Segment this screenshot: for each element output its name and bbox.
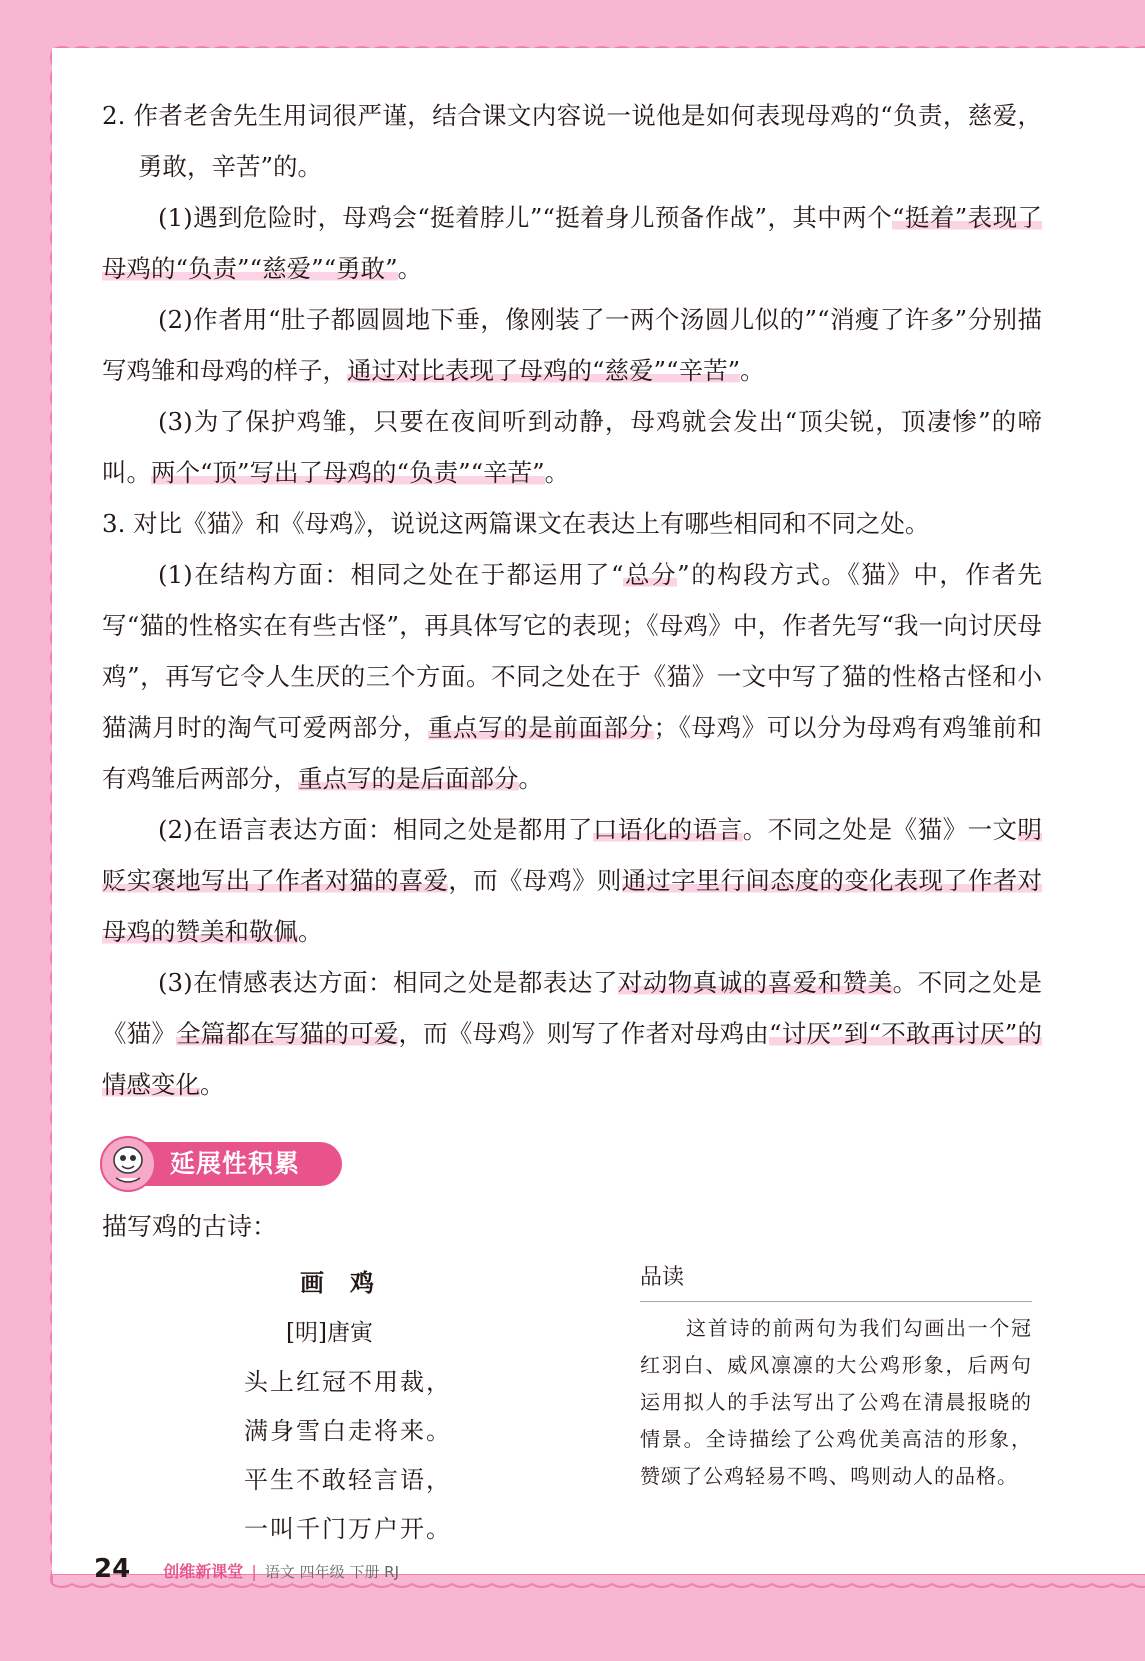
footer-separator: | [251,1562,257,1581]
poem-line: 平生不敢轻言语， [244,1466,452,1494]
highlight: 总分 [623,560,678,589]
poem-author: [明]唐寅 [286,1320,373,1346]
text: (3)在情感表达方面：相同之处是都表达了 [158,968,618,997]
poem-line: 头上红冠不用裁， [244,1368,452,1396]
text: 。 [298,917,323,946]
poem-line: 满身雪白走将来。 [244,1417,452,1445]
section-banner [102,1142,342,1186]
question-2-title: 2. 作者老舍先生用词很严谨，结合课文内容说一说他是如何表现母鸡的“负责，慈爱，勇敢，辛苦”的。 [102,101,1042,181]
book-info: 语文 四年级 下册 RJ [264,1563,400,1581]
highlight: 重点写的是后面部分 [298,764,519,793]
text: 。不同之处是《猫》一文 [742,815,1018,844]
answer-content [102,90,1042,1110]
text: 。 [518,764,543,793]
q3-answer-1 [102,549,1042,804]
text: (2)作者用“肚子都圆圆地下垂，像刚装了一两个汤圆儿似的”“消瘦了许多”分别描写鸡雏和母鸡的样子， [102,305,1042,385]
q2-answer-1 [102,192,1042,294]
text: (1)遇到危险时，母鸡会“挺着脖儿”“挺着身儿预备作战”，其中两个 [158,203,892,232]
poem-line: 一叫千门万户开。 [244,1515,452,1543]
reading-text: 这首诗的前两句为我们勾画出一个冠红羽白、威风凛凛的大公鸡形象，后两句运用拟人的手法写出了公鸡在清晨报晓的情景。全诗描绘了公鸡优美高洁的形象，赞颂了公鸡轻易不鸣、鸣则动人的品格。 [640,1316,1032,1488]
text: 。 [740,356,765,385]
poem-block [220,1258,520,1554]
mascot-icon [98,1134,158,1194]
highlight: 明贬实褒地写出了作者对猫的喜爱 [102,815,1043,895]
highlight: “挺着”表现了母鸡的“负责”“慈爱”“勇敢” [102,203,1042,283]
highlight: 口语化的语言 [592,815,743,844]
highlight: 两个“顶”写出了母鸡的“负责”“辛苦” [151,458,545,487]
reading-title: 品读 [640,1255,1032,1302]
highlight: 对动物真诚的喜爱和赞美 [617,968,893,997]
q3-answer-2 [102,804,1042,957]
page-number: 24 [94,1554,131,1584]
text: (1)在结构方面：相同之处在于都运用了“ [158,560,624,589]
highlight: 重点写的是前面部分 [427,713,654,742]
q2-answer-2 [102,294,1042,396]
q2-answer-3 [102,396,1042,498]
highlight: 通过字里行间态度的变化表现了作者对母鸡的赞美和敬佩 [102,866,1042,946]
text: (2)在语言表达方面：相同之处是都用了 [158,815,593,844]
q3-answer-3 [102,957,1042,1110]
highlight: “讨厌”到“不敢再讨厌”的情感变化 [102,1019,1043,1099]
text: ；《母鸡》可以分为母鸡有鸡雏前和有鸡雏后两部分， [102,713,1043,793]
text: 。 [397,254,423,283]
text: ，而《母鸡》则 [448,866,622,895]
text: (3)为了保护鸡雏，只要在夜间听到动静，母鸡就会发出“顶尖锐，顶凄惨”的啼叫。 [102,407,1042,487]
question-3-title: 3. 对比《猫》和《母鸡》，说说这两篇课文在表达上有哪些相同和不同之处。 [102,509,930,538]
text: 。 [544,458,570,487]
section-banner-label: 延展性积累 [170,1149,301,1178]
poem-intro: 描写鸡的古诗： [102,1212,278,1241]
brand-name: 创维新课堂 [163,1562,244,1581]
poem-title: 画鸡 [300,1269,400,1297]
highlight: 全篇都在写猫的可爱 [176,1019,399,1048]
text: 。不同之处是《猫》 [102,968,1043,1048]
highlight: 通过对比表现了母鸡的“慈爱”“辛苦” [347,356,741,385]
text: ”的构段方式。《猫》中，作者先写“猫的性格实在有些古怪”，再具体写它的表现；《母鸡》中，作者先写“我一向讨厌母鸡”，再写它令人生厌的三个方面。不同之处在于《猫》一文中写了猫的性格古怪和小猫满月时的淘气可爱两部分， [102,560,1043,742]
reading-box [640,1255,1032,1495]
text: 。 [200,1070,225,1099]
page-footer [94,1552,399,1586]
text: ，而《母鸡》则写了作者对母鸡由 [398,1019,769,1048]
